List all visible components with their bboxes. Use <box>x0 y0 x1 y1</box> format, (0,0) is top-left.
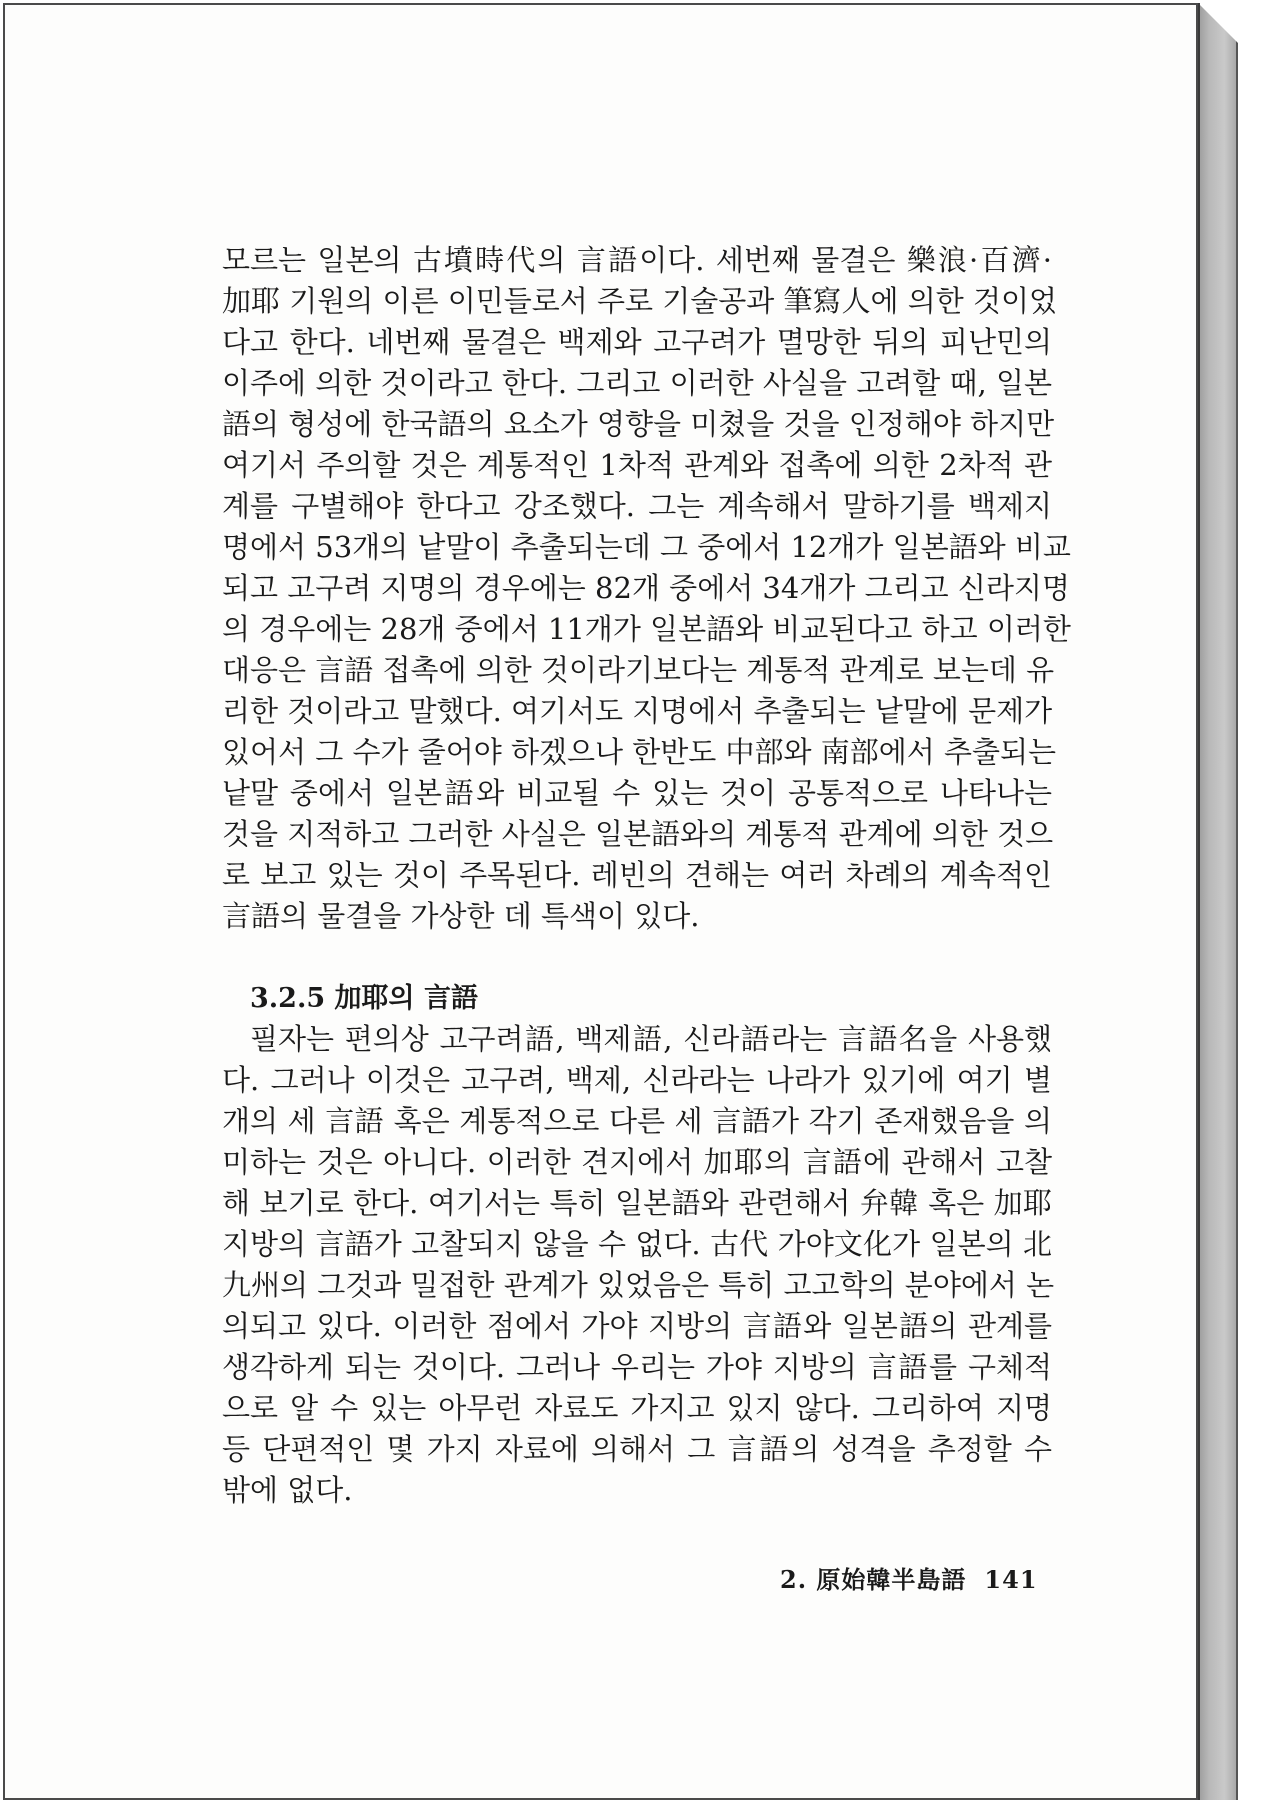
page-footer <box>780 1560 1038 1595</box>
text-line: 九州의 그것과 밀접한 관계가 있었음은 특히 고고학의 분야에서 논 <box>222 1268 1055 1302</box>
text-line: 계를 구별해야 한다고 강조했다. 그는 계속해서 말하기를 백제지 <box>222 489 1052 523</box>
text-line: 지방의 言語가 고찰되지 않을 수 없다. 古代 가야文化가 일본의 北 <box>222 1227 1052 1261</box>
text-line: 미하는 것은 아니다. 이러한 견지에서 加耶의 言語에 관해서 고찰 <box>222 1145 1052 1179</box>
text-line: 語의 형성에 한국語의 요소가 영향을 미쳤을 것을 인정해야 하지만 <box>222 407 1055 441</box>
text-line: 言語의 물결을 가상한 데 특색이 있다. <box>222 899 700 933</box>
text-line: 로 보고 있는 것이 주목된다. 레빈의 견해는 여러 차례의 계속적인 <box>222 858 1052 892</box>
text-line: 모르는 일본의 古墳時代의 言語이다. 세번째 물결은 樂浪·百濟· <box>222 243 1052 277</box>
paragraph-1 <box>222 240 1071 937</box>
page-edge-line <box>1198 3 1200 1800</box>
text-line: 여기서 주의할 것은 계통적인 1차적 관계와 접촉에 의한 2차적 관 <box>222 448 1052 482</box>
text-line: 의 경우에는 28개 중에서 11개가 일본語와 비교된다고 하고 이러한 <box>222 612 1071 646</box>
paragraph-2 <box>222 1019 1055 1511</box>
text-line: 으로 알 수 있는 아무런 자료도 가지고 있지 않다. 그리하여 지명 <box>222 1391 1052 1425</box>
text-line: 생각하게 되는 것이다. 그러나 우리는 가야 지방의 言語를 구체적 <box>222 1350 1052 1384</box>
text-line: 다고 한다. 네번째 물결은 백제와 고구려가 멸망한 뒤의 피난민의 <box>222 325 1052 359</box>
running-footer-chapter: 2. 原始韓半島語 <box>780 1565 967 1594</box>
text-line: 필자는 편의상 고구려語, 백제語, 신라語라는 言語名을 사용했 <box>250 1022 1052 1056</box>
text-line: 등 단편적인 몇 가지 자료에 의해서 그 言語의 성격을 추정할 수 <box>222 1432 1052 1466</box>
page-number: 141 <box>984 1565 1038 1594</box>
text-line: 의되고 있다. 이러한 점에서 가야 지방의 言語와 일본語의 관계를 <box>222 1309 1052 1343</box>
text-line: 것을 지적하고 그러한 사실은 일본語와의 계통적 관계에 의한 것으 <box>222 817 1054 851</box>
section-heading: 3.2.5 加耶의 言語 <box>250 983 479 1014</box>
text-line: 있어서 그 수가 줄어야 하겠으나 한반도 中部와 南部에서 추출되는 <box>222 735 1057 769</box>
text-line: 리한 것이라고 말했다. 여기서도 지명에서 추출되는 낱말에 문제가 <box>222 694 1053 728</box>
text-line: 되고 고구려 지명의 경우에는 82개 중에서 34개가 그리고 신라지명 <box>222 571 1070 605</box>
text-line: 해 보기로 한다. 여기서는 특히 일본語와 관련해서 弁韓 혹은 加耶 <box>222 1186 1052 1220</box>
text-line: 명에서 53개의 낱말이 추출되는데 그 중에서 12개가 일본語와 비교 <box>222 530 1071 564</box>
text-line: 다. 그러나 이것은 고구려, 백제, 신라라는 나라가 있기에 여기 별 <box>222 1063 1052 1097</box>
text-line: 낱말 중에서 일본語와 비교될 수 있는 것이 공통적으로 나타나는 <box>222 776 1052 810</box>
page-edge <box>1198 3 1238 1800</box>
text-line: 밖에 없다. <box>222 1473 353 1507</box>
text-line: 加耶 기원의 이른 이민들로서 주로 기술공과 筆寫人에 의한 것이었 <box>222 284 1058 318</box>
text-line: 대응은 言語 접촉에 의한 것이라기보다는 계통적 관계로 보는데 유 <box>222 653 1055 687</box>
text-line: 개의 세 言語 혹은 계통적으로 다른 세 言語가 각기 존재했음을 의 <box>222 1104 1052 1138</box>
page-body <box>222 240 1071 1511</box>
text-line: 이주에 의한 것이라고 한다. 그리고 이러한 사실을 고려할 때, 일본 <box>222 366 1052 400</box>
